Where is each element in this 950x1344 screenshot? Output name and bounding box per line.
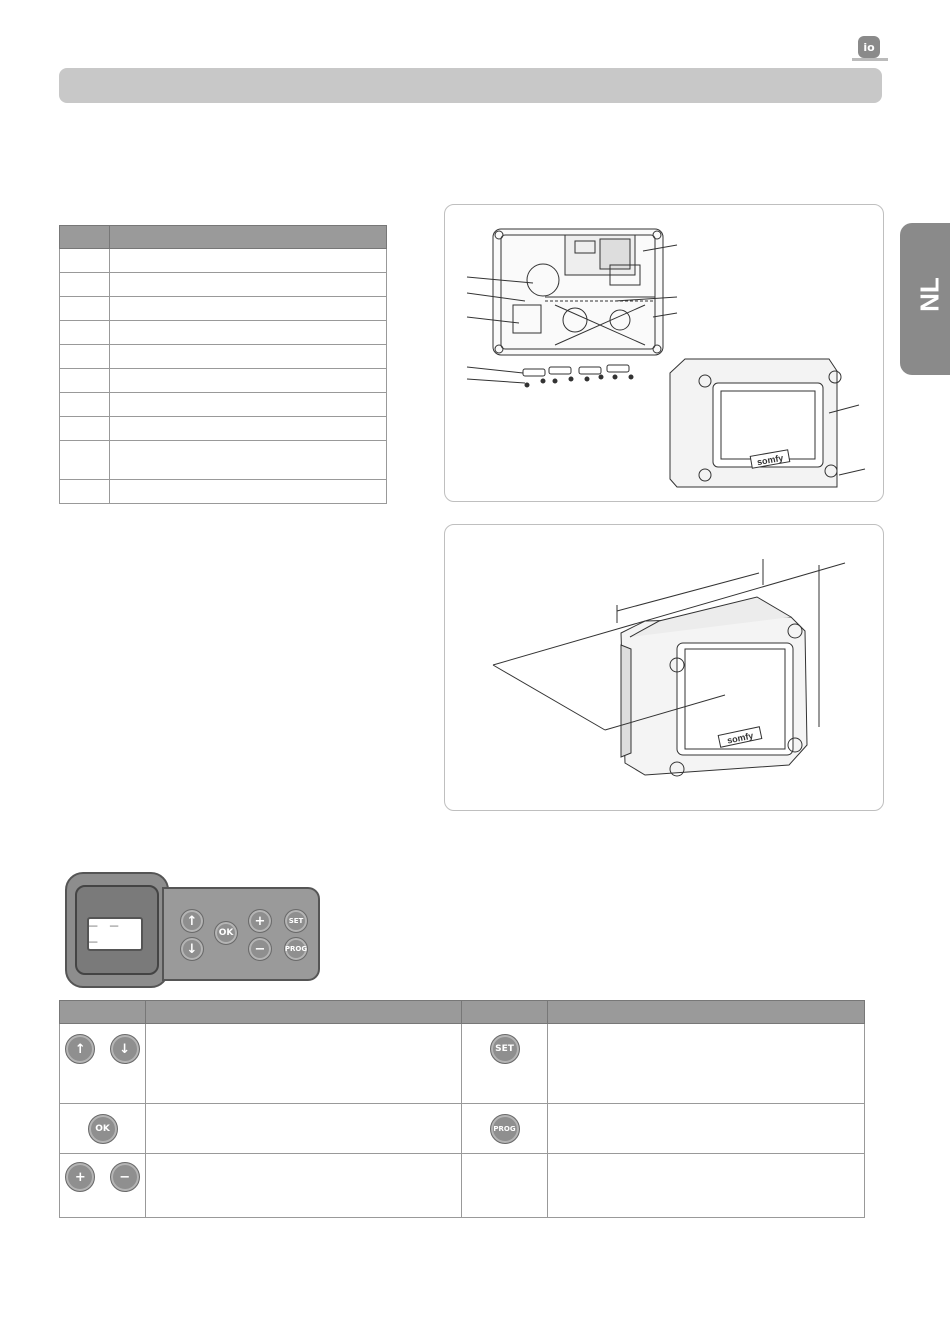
plus-icon: + [65, 1162, 95, 1192]
io-logo-text: io [863, 40, 875, 54]
plus-icon[interactable]: + [248, 909, 272, 933]
exploded-view-illustration [445, 205, 883, 501]
keypad-display: – – – [87, 917, 143, 951]
keys-table [59, 1000, 865, 1218]
arrow-up-icon[interactable]: ↑ [180, 909, 204, 933]
keypad-button-panel [162, 887, 320, 981]
table-header-row [60, 1001, 865, 1024]
brand-logo-text: somfy [726, 730, 755, 746]
language-tab-label: NL [914, 277, 945, 312]
table-row [60, 369, 387, 393]
set-button-icon: SET [490, 1034, 520, 1064]
table-row [60, 417, 387, 441]
parts-table [59, 225, 387, 504]
ok-button-icon[interactable]: OK [214, 921, 238, 945]
figure-box-dimensions [444, 524, 884, 811]
table-row [60, 441, 387, 480]
table-row [60, 393, 387, 417]
language-tab [900, 223, 950, 375]
set-button-icon[interactable]: SET [284, 909, 308, 933]
table-header-row [60, 226, 387, 249]
io-logo-caption [852, 58, 888, 61]
table-row [60, 345, 387, 369]
table-row [60, 480, 387, 504]
table-row [60, 321, 387, 345]
table-row [60, 1154, 865, 1218]
arrow-down-icon[interactable]: ↓ [180, 937, 204, 961]
table-row [60, 273, 387, 297]
ok-button-icon: OK [88, 1114, 118, 1144]
io-logo [858, 36, 880, 58]
dimensions-illustration [445, 525, 883, 810]
table-row [60, 297, 387, 321]
prog-button-icon: PROG [490, 1114, 520, 1144]
table-row [60, 1104, 865, 1154]
arrow-up-icon: ↑ [65, 1034, 95, 1064]
brand-logo-text: somfy [756, 452, 785, 468]
prog-button-icon[interactable]: PROG [284, 937, 308, 961]
minus-icon: − [110, 1162, 140, 1192]
minus-icon[interactable]: − [248, 937, 272, 961]
table-row [60, 1024, 865, 1104]
section-header-bar [59, 68, 882, 103]
arrow-down-icon: ↓ [110, 1034, 140, 1064]
figure-box-components [444, 204, 884, 502]
table-row [60, 249, 387, 273]
